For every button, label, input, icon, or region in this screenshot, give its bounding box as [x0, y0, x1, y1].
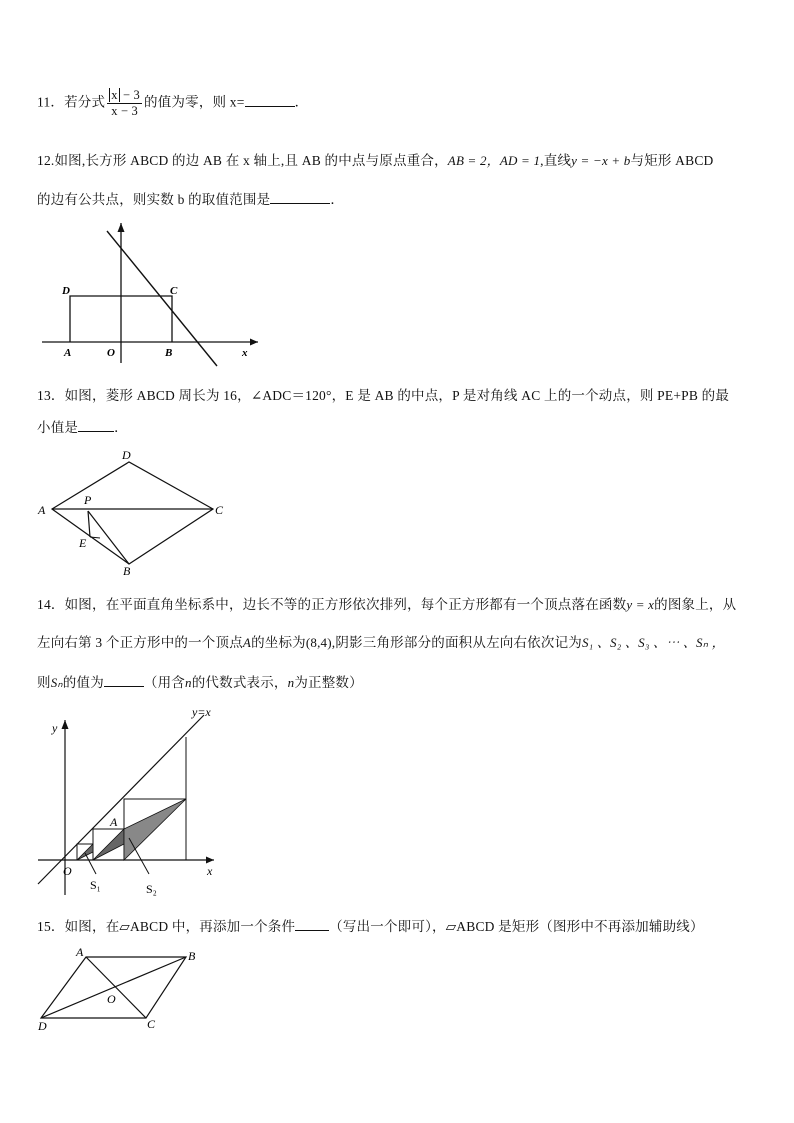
q14-coord: (8,4)	[305, 635, 332, 650]
q12-eq2: y = −x + b	[571, 153, 631, 168]
q13-label-C: C	[215, 503, 224, 517]
question-13-line1	[37, 384, 729, 404]
q14-n1: n	[185, 675, 192, 690]
question-14-line3	[37, 671, 363, 691]
q12-label-C: C	[170, 285, 178, 297]
q14-answer-blank[interactable]	[104, 674, 144, 687]
question-14-line2	[37, 631, 725, 651]
q14-line3-b: 的值为	[62, 675, 104, 690]
q15-label-C: C	[147, 1017, 156, 1031]
q14-s-list: S₁ 、S₂ 、S₃ 、⋯ 、Sₙ ，	[581, 635, 725, 650]
q11-abs: x	[111, 88, 118, 102]
q14-line2-a: 左向右第 3 个正方形中的一个顶点	[37, 635, 243, 650]
q14-label-A: A	[110, 815, 118, 829]
q14-label-S2: S₂	[146, 882, 157, 896]
q14-point: A	[242, 635, 252, 650]
q14-label-yx: y=x	[192, 705, 211, 719]
q15-label-D: D	[38, 1019, 47, 1033]
q14-line3-d: 的代数式表示，	[191, 675, 288, 690]
q14-line1-b: 的图象上，从	[654, 597, 737, 612]
q12-text-a: 12.如图,长方形 ABCD 的边 AB 在 x 轴上,且 AB 的中点与原点重合，	[37, 153, 448, 168]
q15-label-B: B	[188, 949, 196, 963]
q14-line3-a: 则	[37, 675, 51, 690]
q14-label-O: O	[63, 864, 72, 878]
q12-label-A: A	[64, 347, 72, 359]
q13-label-E: E	[79, 536, 87, 550]
q13-line2: 小值是	[37, 420, 79, 435]
q14-line2-c: ,阴影三角形部分的面积从左向右依次记为	[331, 635, 582, 650]
q15-line1-b: （写出一个即可），▱ABCD 是矩形（图形中不再添加辅助线）	[329, 919, 704, 934]
question-15-line1	[37, 915, 704, 935]
q15-label-O: O	[107, 992, 116, 1006]
q15-label-A: A	[76, 945, 84, 959]
q14-line2-b: 的坐标为	[251, 635, 306, 650]
q15-answer-blank[interactable]	[295, 918, 329, 931]
q11-num-rest: − 3	[122, 88, 141, 102]
q14-label-y: y	[52, 721, 58, 735]
q13-end: ．	[114, 420, 128, 435]
q12-end: ．	[330, 192, 345, 207]
q12-eq1: AB = 2，AD = 1	[447, 153, 541, 168]
q12-label-x: x	[242, 347, 248, 359]
q12-line2: 的边有公共点，则实数 b 的取值范围是	[37, 192, 271, 207]
q14-line1-a: 14．如图，在平面直角坐标系中，边长不等的正方形依次排列，每个正方形都有一个顶点落在函数	[37, 597, 627, 612]
q13-label-P: P	[84, 493, 92, 507]
q13-label-B: B	[123, 564, 131, 578]
q12-label-O: O	[107, 347, 115, 359]
q11-prefix: 11．若分式	[37, 94, 106, 110]
q11-suffix: 的值为零，则 x=	[144, 94, 245, 110]
q12-label-D: D	[62, 285, 70, 297]
q13-label-D: D	[122, 448, 131, 462]
q14-n2: n	[287, 675, 295, 690]
question-14-line1	[37, 593, 736, 613]
question-13-line2	[37, 416, 128, 436]
q14-sn: Sₙ	[50, 675, 63, 690]
q14-line3-c: （用含	[143, 675, 186, 690]
q12-text-b: ,直线	[540, 153, 572, 168]
q11-end: ．	[294, 94, 309, 110]
q14-line3-e: 为正整数）	[294, 675, 363, 690]
q13-line1: 13．如图，菱形 ABCD 周长为 16，∠ADC＝120°，E 是 AB 的中点，P 是对角线 AC 上的一个动点，则 PE+PB 的最	[37, 388, 730, 403]
q14-label-S1: S₁	[90, 878, 101, 892]
q11-den: x − 3	[107, 103, 142, 119]
q13-answer-blank[interactable]	[78, 419, 114, 432]
q14-eq-fn: y = x	[626, 597, 655, 612]
q13-label-A: A	[38, 503, 46, 517]
q15-line1-a: 15．如图，在▱ABCD 中，再添加一个条件	[37, 919, 296, 934]
q14-label-x: x	[207, 864, 213, 878]
q12-text-c: 与矩形 ABCD	[630, 153, 714, 168]
q12-label-B: B	[165, 347, 173, 359]
